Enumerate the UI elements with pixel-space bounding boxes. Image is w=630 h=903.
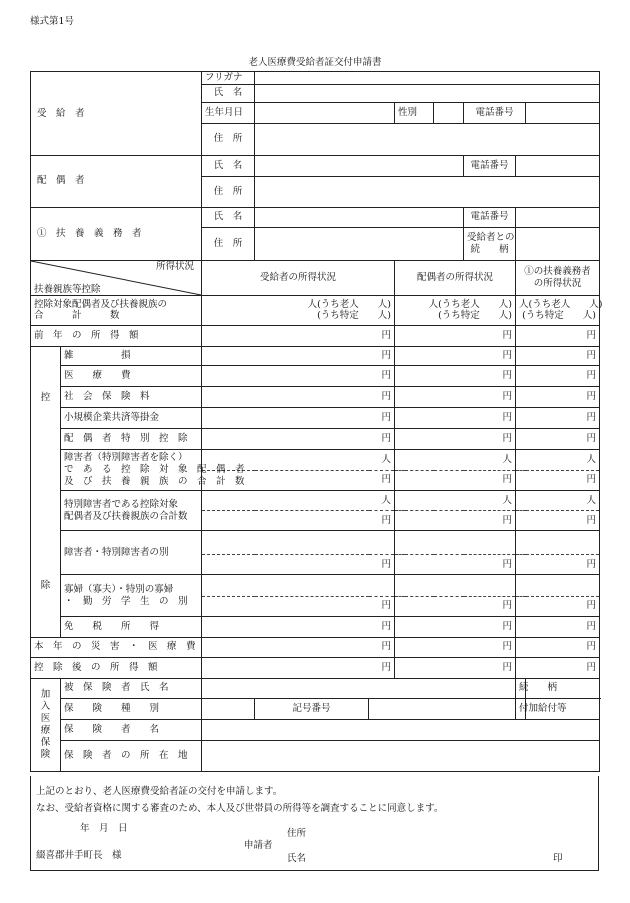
supporter-medical[interactable]: 円 xyxy=(516,365,600,386)
insured-relation-label: 続 柄 xyxy=(516,678,526,698)
spouse-disabled-type-amount[interactable]: 円 xyxy=(395,555,516,575)
insurance-type-label: 保 険 種 別 xyxy=(61,698,202,719)
symbol-number-field[interactable] xyxy=(369,698,516,719)
application-form-table xyxy=(30,71,603,772)
recipient-widow-type[interactable] xyxy=(202,575,395,597)
supporter-after-deduction[interactable]: 円 xyxy=(516,657,600,678)
recipient-address-field[interactable] xyxy=(255,123,600,155)
spouse-section-label: 配 偶 者 xyxy=(31,155,202,207)
insured-name-label: 被 保 険 者 氏 名 xyxy=(61,678,202,698)
recipient-disabled-type[interactable] xyxy=(202,531,395,555)
spouse-spouse-special[interactable]: 円 xyxy=(395,428,516,449)
social-insurance-label: 社 会 保 険 料 xyxy=(61,386,202,407)
tax-exempt-label: 免 税 所 得 xyxy=(61,616,202,637)
dependents-total-label: 控除対象配偶者及び扶養親族の 合 計 数 xyxy=(31,295,202,325)
spouse-widow-amount[interactable]: 円 xyxy=(395,596,516,616)
insurer-name-label: 保 険 者 名 xyxy=(61,719,202,740)
recipient-tax-exempt[interactable]: 円 xyxy=(202,616,395,637)
prev-income-label: 前 年 の 所 得 額 xyxy=(31,325,202,346)
symbol-number-label: 記号番号 xyxy=(255,698,369,719)
recipient-phone-field[interactable] xyxy=(526,102,600,123)
spouse-name-label: 氏 名 xyxy=(202,155,255,176)
supporter-address-field[interactable] xyxy=(255,227,464,260)
recipient-smallbiz[interactable]: 円 xyxy=(202,407,395,428)
supporter-misc-loss[interactable]: 円 xyxy=(516,346,600,365)
supporter-name-field[interactable] xyxy=(255,207,464,227)
recipient-spouse-special[interactable]: 円 xyxy=(202,428,395,449)
spouse-address-label: 住 所 xyxy=(202,176,255,207)
special-disabled-label: 特別障害者である控除対象 配偶者及び扶養親族の合計数 xyxy=(61,490,202,531)
spouse-special-label: 配 偶 者 特 別 控 除 xyxy=(61,428,202,449)
furigana-field[interactable] xyxy=(255,72,600,85)
insurer-address-label: 保 険 者 の 所 在 地 xyxy=(61,740,202,771)
disabled-type-label: 障害者・特別障害者の別 xyxy=(61,531,202,575)
recipient-dependents-field[interactable]: 人(うち老人 人) (うち特定 人) xyxy=(202,295,395,325)
supporter-special-disabled-count[interactable]: 人 xyxy=(516,490,600,511)
spouse-special-disabled-count[interactable]: 人 xyxy=(395,490,516,511)
misc-loss-label: 雑 損 xyxy=(61,346,202,365)
spouse-disaster[interactable]: 円 xyxy=(395,637,516,657)
spouse-medical[interactable]: 円 xyxy=(395,365,516,386)
spouse-social[interactable]: 円 xyxy=(395,386,516,407)
spouse-misc-loss[interactable]: 円 xyxy=(395,346,516,365)
applicant-label: 申請者 xyxy=(244,840,273,851)
seal-mark: 印 xyxy=(553,853,563,864)
medical-label: 医 療 費 xyxy=(61,365,202,386)
recipient-name-field[interactable] xyxy=(255,84,600,102)
declaration-line-1: 上記のとおり、老人医療費受給者証の交付を申請します。 xyxy=(36,786,283,797)
spouse-prev-income[interactable]: 円 xyxy=(395,325,516,346)
form-number: 様式第1号 xyxy=(30,16,75,27)
supporter-disabled-amount[interactable]: 円 xyxy=(516,470,600,490)
spouse-phone-label: 電話番号 xyxy=(464,155,516,176)
declaration-area xyxy=(30,776,599,871)
supporter-smallbiz[interactable]: 円 xyxy=(516,407,600,428)
spouse-phone-field[interactable] xyxy=(516,155,600,176)
spouse-disabled-amount[interactable]: 円 xyxy=(395,470,516,490)
insured-name-field[interactable] xyxy=(202,678,516,698)
sex-label: 性別 xyxy=(395,102,434,123)
spouse-widow-type[interactable] xyxy=(395,575,516,597)
addressee: 綴喜郡井手町長 様 xyxy=(36,850,122,861)
recipient-prev-income[interactable]: 円 xyxy=(202,325,395,346)
spouse-name-field[interactable] xyxy=(255,155,464,176)
insurance-type-field[interactable] xyxy=(202,698,255,719)
spouse-disabled-type[interactable] xyxy=(395,531,516,555)
col-spouse-income: 配偶者の所得状況 xyxy=(395,260,516,295)
supporter-widow-type[interactable] xyxy=(516,575,600,597)
supporter-dependents-field[interactable]: 人(うち老人 人) (うち特定 人) xyxy=(516,295,600,325)
recipient-widow-amount[interactable]: 円 xyxy=(202,596,395,616)
spouse-dependents-field[interactable]: 人(うち老人 人) (うち特定 人) xyxy=(395,295,516,325)
spouse-smallbiz[interactable]: 円 xyxy=(395,407,516,428)
recipient-special-disabled-count[interactable]: 人 xyxy=(202,490,395,511)
col-recipient-income: 受給者の所得状況 xyxy=(202,260,395,295)
insurance-side-label: 加 入 医 療 保 険 xyxy=(31,678,61,771)
birthdate-field[interactable] xyxy=(255,102,395,123)
supporter-address-label: 住 所 xyxy=(202,227,255,260)
smallbiz-label: 小規模企業共済等掛金 xyxy=(61,407,202,428)
supporter-prev-income[interactable]: 円 xyxy=(516,325,600,346)
supporter-section-label: ① 扶 養 義 務 者 xyxy=(31,207,202,260)
recipient-misc-loss[interactable]: 円 xyxy=(202,346,395,365)
supporter-social[interactable]: 円 xyxy=(516,386,600,407)
spouse-after-deduction[interactable]: 円 xyxy=(395,657,516,678)
supporter-widow-amount[interactable]: 円 xyxy=(516,596,600,616)
benefit-label: 付加給付等 xyxy=(516,698,526,719)
income-header-diagonal: 所得状況 扶養親族等控除 xyxy=(31,260,202,295)
supporter-phone-field[interactable] xyxy=(516,207,600,227)
insurer-name-field[interactable] xyxy=(202,719,600,740)
after-deduction-label: 控 除 後 の 所 得 額 xyxy=(31,657,202,678)
recipient-section-label: 受 給 者 xyxy=(31,72,202,156)
recipient-special-disabled-amount[interactable]: 円 xyxy=(202,511,395,531)
insurer-address-field[interactable] xyxy=(202,740,600,771)
col-supporter-income: ①の扶養義務者 の所得状況 xyxy=(516,260,600,295)
supporter-relation-label: 受給者との 続 柄 xyxy=(464,227,516,260)
recipient-disaster[interactable]: 円 xyxy=(202,637,395,657)
recipient-phone-label: 電話番号 xyxy=(464,102,526,123)
page-title: 老人医療費受給者証交付申請書 xyxy=(248,57,382,68)
disaster-label: 本 年 の 災 害 ・ 医 療 費 xyxy=(31,637,202,657)
supporter-special-disabled-amount[interactable]: 円 xyxy=(516,511,600,531)
supporter-disabled-count[interactable]: 人 xyxy=(516,449,600,470)
supporter-phone-label: 電話番号 xyxy=(464,207,516,227)
recipient-social[interactable]: 円 xyxy=(202,386,395,407)
date-field[interactable]: 年 月 日 xyxy=(80,823,128,834)
recipient-address-label: 住 所 xyxy=(202,123,255,155)
recipient-disabled-count[interactable]: 人 xyxy=(202,449,395,470)
disabled-total-label: 障害者（特別障害者を除く） で あ る 控 除 対 象 配 偶 者 及 び 扶 養 親 族 の 合 計 数 xyxy=(61,449,202,490)
spouse-special-disabled-amount[interactable]: 円 xyxy=(395,511,516,531)
spouse-tax-exempt[interactable]: 円 xyxy=(395,616,516,637)
supporter-disabled-type-amount[interactable]: 円 xyxy=(516,555,600,575)
supporter-tax-exempt[interactable]: 円 xyxy=(516,616,600,637)
spouse-disabled-count[interactable]: 人 xyxy=(395,449,516,470)
spouse-address-field[interactable] xyxy=(255,176,600,207)
supporter-name-label: 氏 名 xyxy=(202,207,255,227)
applicant-name-label: 氏名 xyxy=(287,853,307,864)
supporter-relation-field[interactable] xyxy=(516,227,600,260)
applicant-address-label: 住所 xyxy=(287,828,307,839)
furigana-label: フリガナ xyxy=(202,72,255,85)
recipient-disabled-type-amount[interactable]: 円 xyxy=(202,555,395,575)
supporter-disaster[interactable]: 円 xyxy=(516,637,600,657)
recipient-name-label: 氏 名 xyxy=(202,84,255,102)
birthdate-label: 生年月日 xyxy=(202,102,255,123)
widow-label: 寡婦（寡夫）・特別の寡婦 ・ 勤 労 学 生 の 別 xyxy=(61,575,202,617)
sex-field[interactable] xyxy=(434,102,464,123)
recipient-medical[interactable]: 円 xyxy=(202,365,395,386)
recipient-disabled-amount[interactable]: 円 xyxy=(202,470,395,490)
supporter-disabled-type[interactable] xyxy=(516,531,600,555)
supporter-spouse-special[interactable]: 円 xyxy=(516,428,600,449)
declaration-line-2: なお、受給者資格に関する審査のため、本人及び世帯員の所得等を調査することに同意します。 xyxy=(36,803,444,814)
deduction-side-label: 控 除 xyxy=(31,346,61,637)
recipient-after-deduction[interactable]: 円 xyxy=(202,657,395,678)
